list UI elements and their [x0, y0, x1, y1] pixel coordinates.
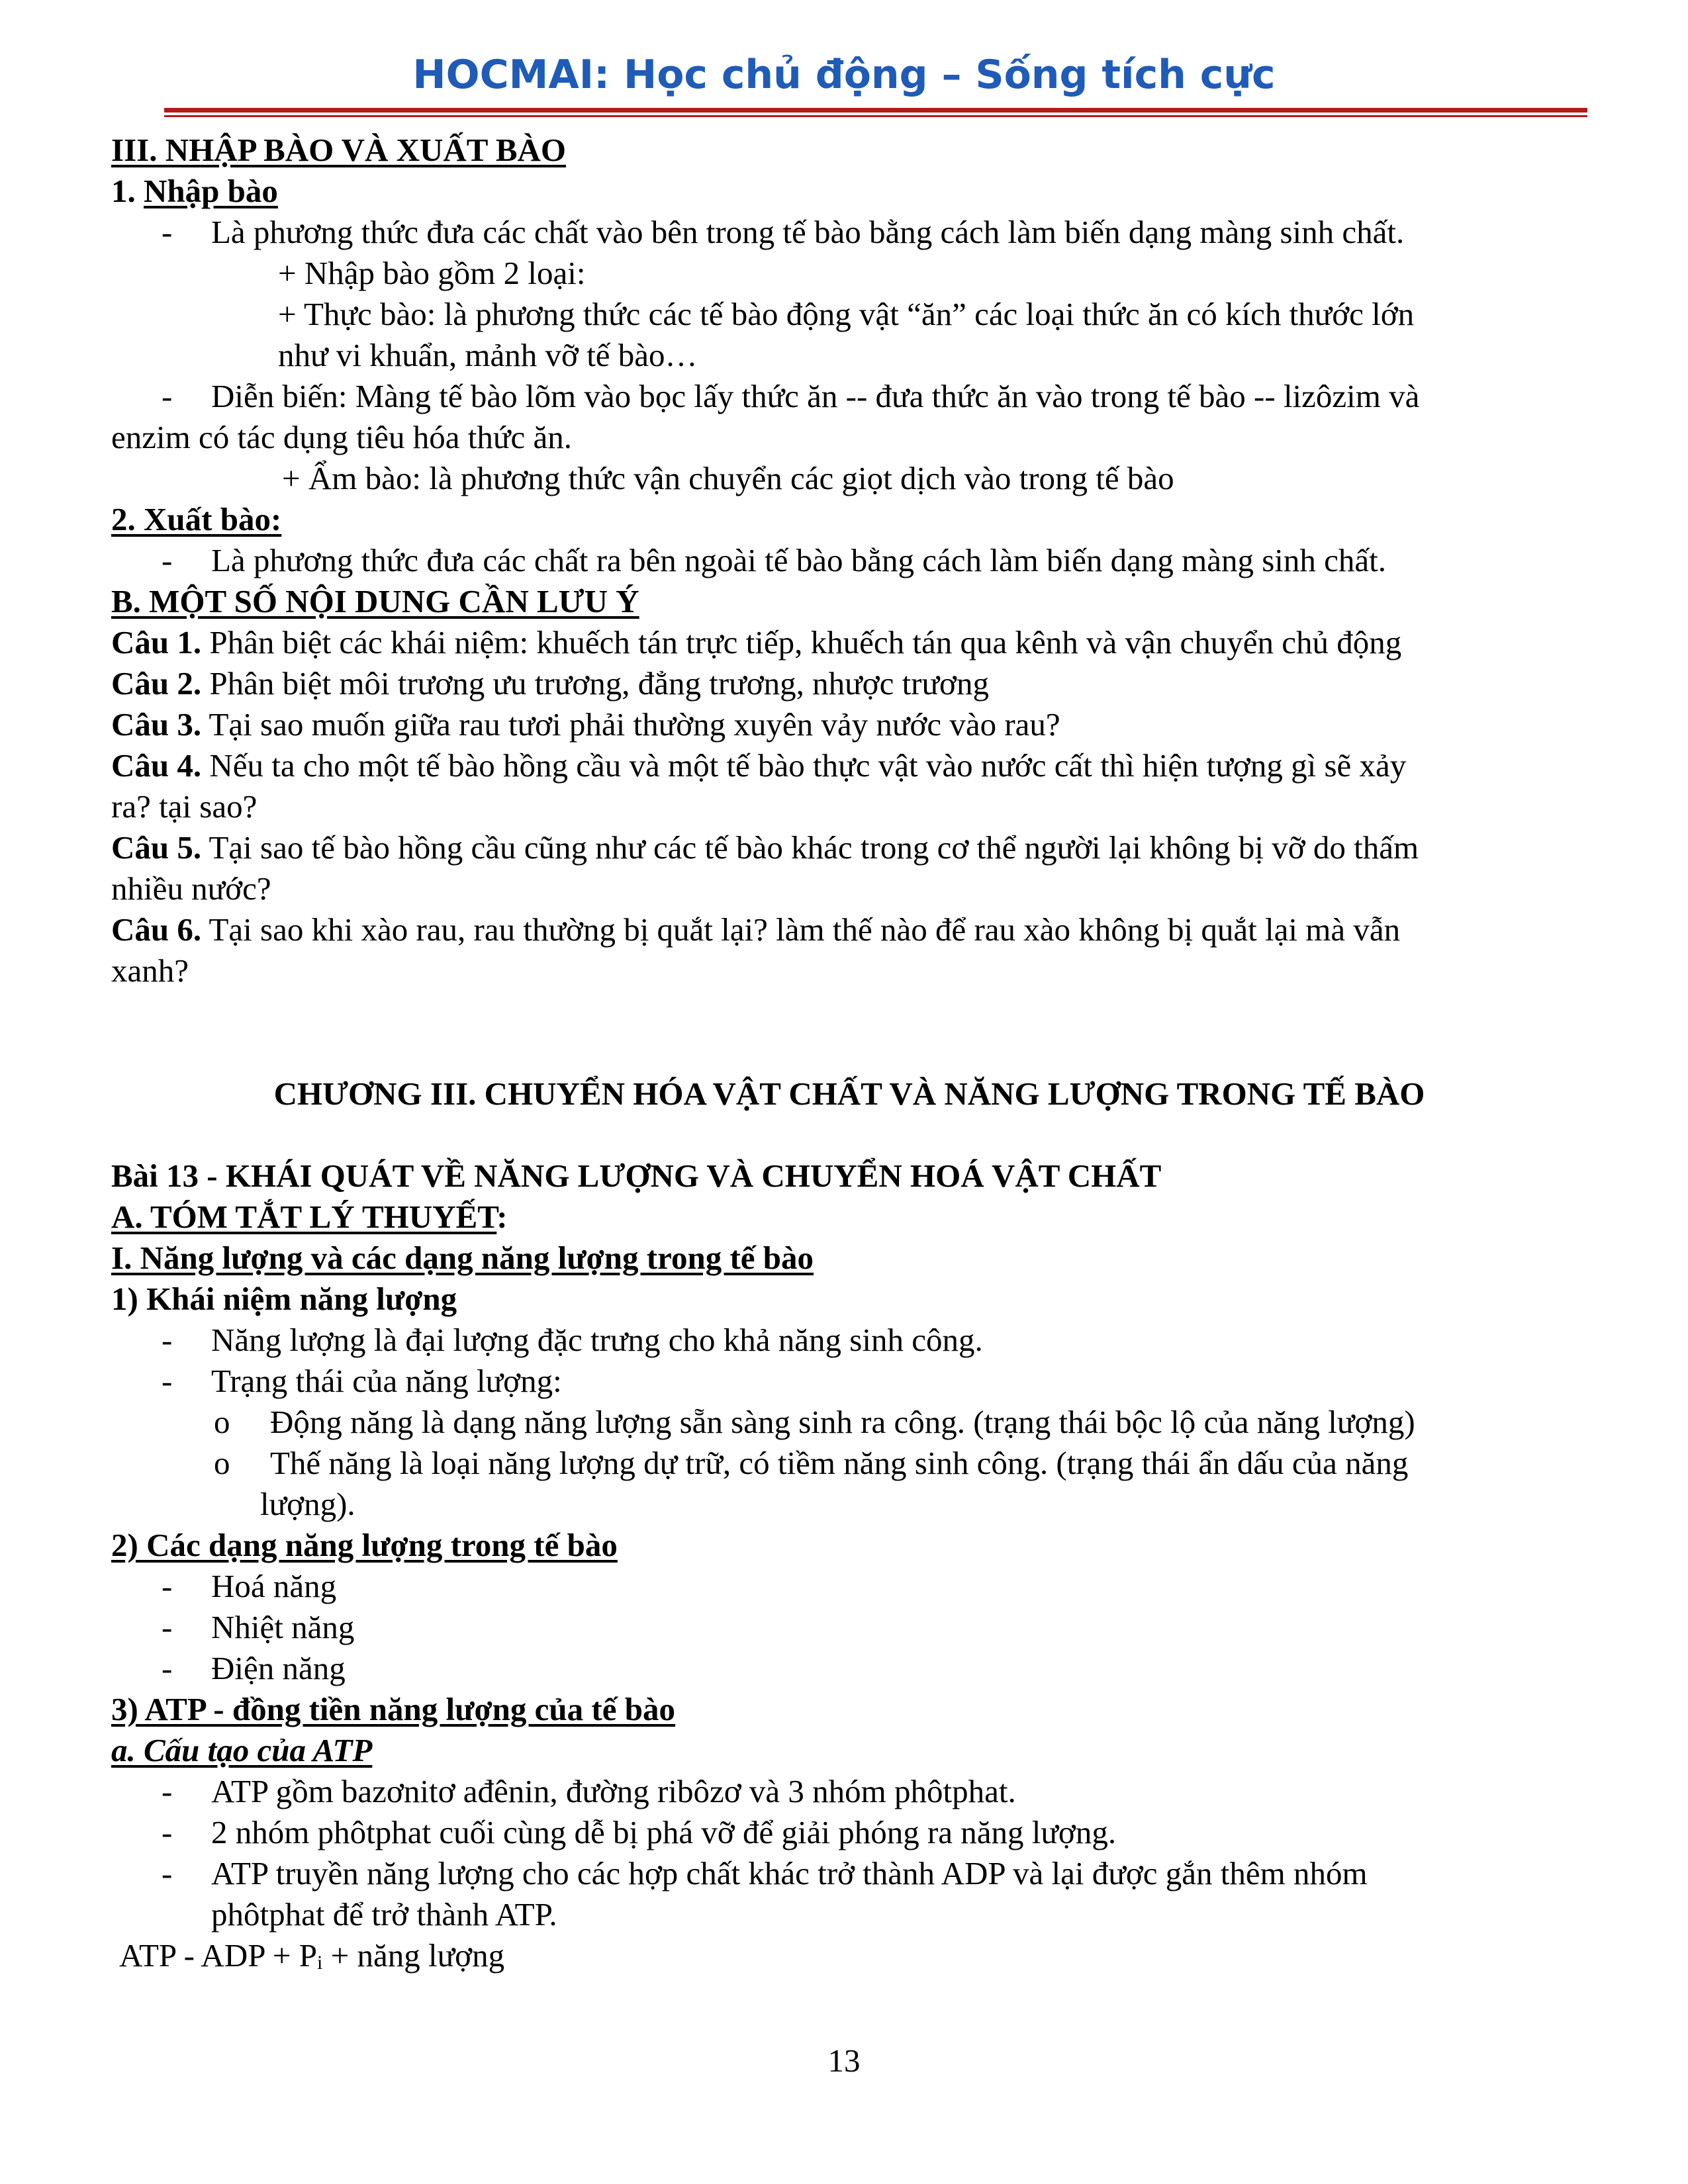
- page-number: 13: [827, 2042, 861, 2079]
- question-text: Tại sao tế bào hồng cầu cũng như các tế bào khác trong cơ thể người lại không bị vỡ do thấm: [201, 829, 1419, 866]
- question-line: [111, 827, 1587, 868]
- subheading-xuat-bao: 2. Xuất bào:: [111, 501, 282, 537]
- question-label: Câu 1.: [111, 624, 202, 660]
- sub-list-item: [111, 1402, 1587, 1443]
- sub-list-item: [111, 1443, 1587, 1484]
- question-text: Tại sao khi xào rau, rau thường bị quắt lại? làm thế nào để rau xào không bị quắt lại mà vẫn: [201, 911, 1401, 948]
- subheading-text: Nhập bào: [144, 173, 278, 209]
- atp-equation: [111, 1935, 1587, 1976]
- subheading-number: 1.: [111, 173, 136, 209]
- chapter-title: CHƯƠNG III. CHUYỂN HÓA VẬT CHẤT VÀ NĂNG LƯỢNG TRONG TẾ BÀO: [273, 1075, 1425, 1112]
- circle-bullet: o: [214, 1445, 230, 1481]
- question-continuation: xanh?: [111, 952, 189, 989]
- equation-tail: + năng lượng: [322, 1937, 505, 1974]
- header-rule-thin: [164, 115, 1587, 117]
- question-label: Câu 6.: [111, 911, 202, 948]
- dash-bullet: -: [162, 1855, 173, 1891]
- list-item: [111, 212, 1587, 253]
- list-item: [111, 376, 1587, 417]
- question-line: [111, 909, 1587, 950]
- list-item: [111, 540, 1587, 581]
- list-item: [111, 1607, 1587, 1648]
- header-title: HOCMAI: Học chủ động – Sống tích cực: [412, 52, 1276, 98]
- continuation-line: phôtphat để trở thành ATP.: [211, 1896, 557, 1933]
- list-item-text: Diễn biến: Màng tế bào lõm vào bọc lấy thức ăn -- đưa thức ăn vào trong tế bào -- lizôzim và: [211, 378, 1420, 414]
- dash-bullet: -: [162, 1363, 173, 1399]
- question-line: [111, 663, 1587, 704]
- continuation-line: như vi khuẩn, mảnh vỡ tế bào…: [278, 337, 698, 373]
- lesson-title: Bài 13 - KHÁI QUÁT VỀ NĂNG LƯỢNG VÀ CHUYỂN HOÁ VẬT CHẤT: [111, 1158, 1162, 1194]
- list-item-text: 2 nhóm phôtphat cuối cùng dễ bị phá vỡ để giải phóng ra năng lượng.: [211, 1814, 1117, 1850]
- section-heading-nang-luong: I. Năng lượng và các dạng năng lượng trong tế bào: [111, 1240, 814, 1276]
- question-continuation: ra? tại sao?: [111, 788, 258, 825]
- question-text: Phân biệt môi trương ưu trương, đẳng trương, nhược trương: [201, 665, 989, 702]
- dash-bullet: -: [162, 378, 173, 414]
- list-item-text: Nhiệt năng: [211, 1609, 355, 1645]
- dash-bullet: -: [162, 1322, 173, 1358]
- subheading-nhap-bao: [111, 171, 1587, 212]
- question-label: Câu 5.: [111, 829, 202, 866]
- page-content: [111, 130, 1587, 1976]
- plus-line: + Nhập bào gồm 2 loại:: [278, 255, 586, 291]
- part-a-text: A. TÓM TẮT LÝ THUYẾT: [111, 1199, 497, 1235]
- spacer: [111, 1032, 1587, 1073]
- sub-list-item-text: Thế năng là loại năng lượng dự trữ, có tiềm năng sinh công. (trạng thái ẩn dấu của năng: [270, 1445, 1409, 1481]
- subheading-cac-dang: 2) Các dạng năng lượng trong tế bào: [111, 1527, 618, 1563]
- dash-bullet: -: [162, 1650, 173, 1686]
- question-label: Câu 4.: [111, 747, 202, 784]
- plus-line: + Thực bào: là phương thức các tế bào động vật “ăn” các loại thức ăn có kích thước lớn: [278, 296, 1415, 332]
- dash-bullet: -: [162, 1609, 173, 1645]
- question-line: [111, 622, 1587, 663]
- sub-list-item-text: Động năng là dạng năng lượng sẵn sàng sinh ra công. (trạng thái bộc lộ của năng lượng): [270, 1404, 1415, 1440]
- question-line: [111, 704, 1587, 745]
- list-item-text: ATP truyền năng lượng cho các hợp chất khác trở thành ADP và lại được gắn thêm nhóm: [211, 1855, 1368, 1891]
- part-a-colon: :: [496, 1199, 508, 1235]
- subheading-cau-tao-atp: a. Cấu tạo của ATP: [111, 1732, 373, 1768]
- question-text: Tại sao muốn giữa rau tươi phải thường xuyên vảy nước vào rau?: [201, 706, 1060, 743]
- spacer: [111, 991, 1587, 1032]
- list-item-text: Trạng thái của năng lượng:: [211, 1363, 562, 1399]
- list-item: [111, 1566, 1587, 1607]
- continuation-line: lượng).: [260, 1486, 355, 1522]
- list-item: [111, 1812, 1587, 1853]
- list-item: [111, 1361, 1587, 1402]
- question-text: Nếu ta cho một tế bào hồng cầu và một tế bào thực vật vào nước cất thì hiện tượng gì sẽ xảy: [201, 747, 1407, 784]
- dash-bullet: -: [162, 1814, 173, 1850]
- plus-line: + Ẩm bào: là phương thức vận chuyển các giọt dịch vào trong tế bào: [282, 460, 1174, 496]
- section-heading-nhap-xuat-bao: III. NHẬP BÀO VÀ XUẤT BÀO: [111, 132, 567, 168]
- equation-main: ATP - ADP + P: [119, 1937, 318, 1974]
- list-item-text: Điện năng: [211, 1650, 346, 1686]
- subheading-khai-niem: 1) Khái niệm năng lượng: [111, 1281, 457, 1317]
- question-label: Câu 2.: [111, 665, 202, 702]
- header-rule: [164, 108, 1587, 113]
- dash-bullet: -: [162, 1773, 173, 1809]
- list-item: [111, 1853, 1587, 1894]
- part-a-heading: [111, 1197, 1587, 1238]
- list-item-text: ATP gồm bazơnitơ ađênin, đường ribôzơ và 3 nhóm phôtphat.: [211, 1773, 1016, 1809]
- list-item-text: Hoá năng: [211, 1568, 337, 1604]
- list-item: [111, 1648, 1587, 1689]
- question-continuation: nhiều nước?: [111, 870, 271, 907]
- equation-subscript: i: [317, 1952, 323, 1974]
- section-heading-luu-y: B. MỘT SỐ NỘI DUNG CẦN LƯU Ý: [111, 583, 639, 619]
- question-label: Câu 3.: [111, 706, 202, 743]
- list-item: [111, 1320, 1587, 1361]
- subheading-atp: 3) ATP - đồng tiền năng lượng của tế bào: [111, 1691, 675, 1727]
- list-item-text: Năng lượng là đại lượng đặc trưng cho khả năng sinh công.: [211, 1322, 983, 1358]
- list-item: [111, 1771, 1587, 1812]
- dash-bullet: -: [162, 214, 173, 250]
- circle-bullet: o: [214, 1404, 230, 1440]
- dash-bullet: -: [162, 1568, 173, 1604]
- dash-bullet: -: [162, 542, 173, 578]
- spacer: [111, 1115, 1587, 1156]
- continuation-line: enzim có tác dụng tiêu hóa thức ăn.: [111, 419, 572, 455]
- question-text: Phân biệt các khái niệm: khuếch tán trực tiếp, khuếch tán qua kênh và vận chuyển chủ động: [201, 624, 1402, 660]
- list-item-text: Là phương thức đưa các chất ra bên ngoài tế bào bằng cách làm biến dạng màng sinh chất.: [211, 542, 1387, 578]
- list-item-text: Là phương thức đưa các chất vào bên trong tế bào bằng cách làm biến dạng màng sinh chất.: [211, 214, 1405, 250]
- question-line: [111, 745, 1587, 786]
